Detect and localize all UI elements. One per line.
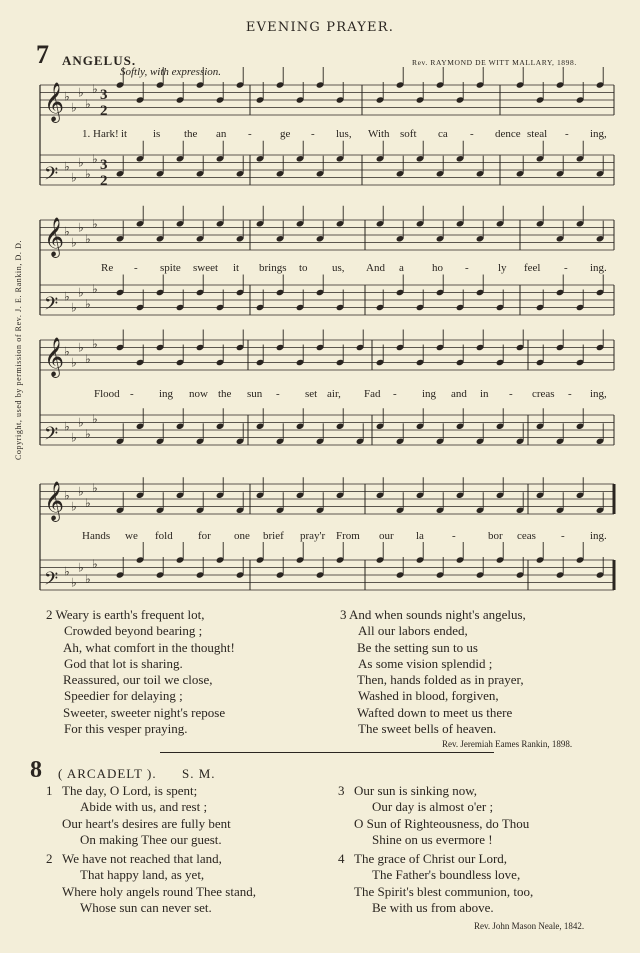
flat-sign-icon: ♭: [64, 564, 70, 579]
lyric-syllable: -: [568, 388, 572, 400]
bass-clef-icon: 𝄢: [44, 424, 59, 449]
verse-line: 2 Weary is earth's frequent lot,: [46, 607, 205, 622]
flat-sign-icon: ♭: [92, 281, 98, 296]
flat-sign-icon: ♭: [92, 216, 98, 231]
flat-sign-icon: ♭: [71, 355, 77, 370]
lyric-syllable: ge: [280, 128, 291, 140]
bass-clef-icon: 𝄢: [44, 294, 59, 319]
verse-number: 1: [46, 783, 53, 798]
time-signature: 2: [100, 173, 108, 189]
lyric-syllable: 1. Hark!: [82, 128, 119, 140]
lyric-syllable: -: [561, 530, 565, 542]
lyric-syllable: ing.: [590, 530, 607, 542]
lyric-syllable: -: [452, 530, 456, 542]
lyric-syllable: lus,: [336, 128, 352, 140]
lyric-syllable: From: [336, 530, 360, 542]
lyric-syllable: the: [218, 388, 232, 400]
hymn-number: 8: [30, 757, 42, 783]
verse-line: We have not reached that land,: [62, 851, 222, 866]
tune-name: ( ARCADELT ).: [58, 766, 157, 781]
verse-line: O Sun of Righteousness, do Thou: [354, 815, 530, 831]
flat-sign-icon: ♭: [71, 235, 77, 250]
verse-number: 4: [338, 851, 345, 866]
lyric-syllable: -: [276, 388, 280, 400]
lyric-syllable: ly: [498, 262, 507, 274]
lyric-syllable: to: [299, 262, 308, 274]
flat-sign-icon: ♭: [71, 499, 77, 514]
lyric-syllable: it: [121, 128, 128, 140]
verse-line: On making Thee our guest.: [80, 831, 222, 847]
flat-sign-icon: ♭: [71, 300, 77, 315]
lyric-syllable: it: [233, 262, 240, 274]
lyric-syllable: la: [416, 530, 424, 542]
lyric-syllable: -: [465, 262, 469, 274]
lyric-syllable: the: [184, 128, 198, 140]
verse-line: That happy land, as yet,: [80, 867, 205, 883]
hymn7-verse-2: [46, 607, 235, 737]
bass-clef-icon: 𝄢: [44, 569, 59, 594]
lyric-syllable: -: [565, 128, 569, 140]
lyric-syllable: ing: [422, 388, 437, 400]
flat-sign-icon: ♭: [78, 285, 84, 300]
flat-sign-icon: ♭: [64, 289, 70, 304]
lyric-syllable: soft: [400, 128, 417, 140]
treble-clef-icon: 𝄞: [44, 481, 65, 521]
flat-sign-icon: ♭: [85, 571, 91, 586]
tempo-marking: Softly, with expression.: [120, 66, 222, 78]
flat-sign-icon: ♭: [64, 488, 70, 503]
flat-sign-icon: ♭: [78, 220, 84, 235]
verse-line: Speedier for delaying ;: [64, 688, 183, 704]
lyric-syllable: With: [368, 128, 390, 140]
verse-line: As some vision splendid ;: [358, 655, 493, 671]
flat-sign-icon: ♭: [92, 556, 98, 571]
lyric-syllable: brief: [263, 530, 284, 542]
lyric-syllable: ing: [159, 388, 174, 400]
hymn8-verse-2: [46, 851, 256, 916]
lyric-syllable: an: [216, 128, 227, 140]
time-signature: 2: [100, 103, 108, 119]
lyric-syllable: one: [234, 530, 250, 542]
verse-line: The Father's boundless love,: [372, 867, 521, 883]
verse-line: Washed in blood, forgiven,: [358, 688, 499, 704]
verse-line: Crowded beyond bearing ;: [64, 623, 203, 639]
lyric-syllable: -: [393, 388, 397, 400]
lyric-syllable: brings: [259, 262, 287, 274]
flat-sign-icon: ♭: [64, 159, 70, 174]
lyric-syllable: steal: [527, 128, 548, 140]
verse-line: Be with us from above.: [372, 899, 494, 915]
hymn7-verse-3: [340, 607, 526, 737]
flat-sign-icon: ♭: [78, 560, 84, 575]
flat-sign-icon: ♭: [85, 231, 91, 246]
running-head: EVENING PRAYER.: [245, 20, 395, 35]
flat-sign-icon: ♭: [64, 89, 70, 104]
verse-line: Wafted down to meet us there: [357, 704, 513, 720]
lyric-syllable: ing,: [590, 128, 607, 140]
hymn8-verse-1: [46, 783, 231, 848]
lyric-syllable: feel: [524, 262, 541, 274]
hymn-number: 7: [36, 40, 49, 69]
lyric-syllable: -: [134, 262, 138, 274]
flat-sign-icon: ♭: [85, 166, 91, 181]
verse-line: Abide with us, and rest ;: [80, 799, 208, 815]
flat-sign-icon: ♭: [85, 296, 91, 311]
lyric-syllable: ing.: [590, 262, 607, 274]
lyric-syllable: ing,: [590, 388, 607, 400]
lyric-syllable: And: [366, 262, 385, 274]
flat-sign-icon: ♭: [78, 484, 84, 499]
verse-line: Whose sun can never set.: [80, 899, 212, 915]
verse-line: Shine on us evermore !: [372, 831, 493, 847]
hymn7-attribution: Rev. Jeremiah Eames Rankin, 1898.: [442, 739, 573, 749]
lyric-syllable: bor: [488, 530, 503, 542]
verse-line: The sweet bells of heaven.: [358, 721, 497, 737]
flat-sign-icon: ♭: [92, 81, 98, 96]
lyric-syllable: a: [399, 262, 404, 274]
flat-sign-icon: ♭: [92, 480, 98, 495]
verse-line: The Spirit's blest communion, too,: [354, 883, 534, 899]
lyric-syllable: pray'r: [300, 530, 326, 542]
lyric-syllable: we: [125, 530, 138, 542]
flat-sign-icon: ♭: [92, 336, 98, 351]
verse-line: Our heart's desires are fully bent: [62, 815, 231, 831]
lyric-syllable: is: [153, 128, 161, 140]
lyric-syllable: sun: [247, 388, 263, 400]
treble-clef-icon: 𝄞: [44, 82, 65, 122]
lyric-syllable: Hands: [82, 530, 111, 542]
lyric-syllable: air,: [327, 388, 341, 400]
meter: S. M.: [182, 766, 216, 781]
lyric-syllable: spite: [160, 262, 181, 274]
verse-line: Our sun is sinking now,: [354, 783, 478, 798]
lyric-syllable: for: [198, 530, 211, 542]
hymn-title: ANGELUS.: [62, 53, 137, 68]
lyric-syllable: set: [305, 388, 318, 400]
flat-sign-icon: ♭: [85, 96, 91, 111]
copyright-credit: Copyright, used by permission of Rev. J. E. Rankin, D. D.: [14, 239, 23, 460]
lyric-syllable: fold: [155, 530, 173, 542]
verse-line: 3 And when sounds night's angelus,: [340, 607, 526, 622]
composer-credit: Rev. RAYMOND DE WITT MALLARY, 1898.: [412, 58, 577, 67]
lyric-syllable: Fad: [364, 388, 381, 400]
verse-line: The grace of Christ our Lord,: [354, 851, 508, 866]
lyric-syllable: and: [451, 388, 467, 400]
time-signature: 3: [100, 157, 108, 173]
hymn8-verse-4: [338, 851, 533, 916]
lyric-syllable: creas: [532, 388, 555, 400]
flat-sign-icon: ♭: [78, 85, 84, 100]
flat-sign-icon: ♭: [71, 430, 77, 445]
lyric-syllable: -: [130, 388, 134, 400]
lyric-syllable: our: [379, 530, 394, 542]
bass-clef-icon: 𝄢: [44, 164, 59, 189]
flat-sign-icon: ♭: [78, 340, 84, 355]
flat-sign-icon: ♭: [71, 100, 77, 115]
verse-line: God that lot is sharing.: [64, 655, 183, 671]
lyric-syllable: sweet: [193, 262, 219, 274]
flat-sign-icon: ♭: [71, 170, 77, 185]
lyric-syllable: -: [248, 128, 252, 140]
verse-line: All our labors ended,: [358, 623, 468, 639]
treble-clef-icon: 𝄞: [44, 217, 65, 257]
flat-sign-icon: ♭: [85, 495, 91, 510]
flat-sign-icon: ♭: [92, 411, 98, 426]
hymn8-attribution: Rev. John Mason Neale, 1842.: [474, 921, 585, 931]
lyric-syllable: ceas: [517, 530, 536, 542]
lyric-syllable: Flood: [94, 388, 120, 400]
flat-sign-icon: ♭: [85, 426, 91, 441]
verse-line: Then, hands folded as in prayer,: [357, 672, 524, 688]
verse-line: Sweeter, sweeter night's repose: [63, 704, 226, 720]
flat-sign-icon: ♭: [64, 224, 70, 239]
verse-line: Our day is almost o'er ;: [372, 799, 494, 815]
flat-sign-icon: ♭: [78, 155, 84, 170]
lyric-syllable: -: [311, 128, 315, 140]
lyric-syllable: dence: [495, 128, 521, 140]
time-signature: 3: [100, 87, 108, 103]
verse-number: 3: [338, 783, 345, 798]
flat-sign-icon: ♭: [85, 351, 91, 366]
treble-clef-icon: 𝄞: [44, 337, 65, 377]
lyric-syllable: -: [564, 262, 568, 274]
section-divider: [160, 752, 494, 753]
lyric-syllable: -: [470, 128, 474, 140]
verse-line: For this vesper praying.: [64, 721, 188, 737]
verse-line: Be the setting sun to us: [357, 639, 478, 655]
lyric-syllable: Re: [101, 262, 114, 274]
lyric-syllable: ca: [438, 128, 448, 140]
lyric-syllable: ho: [432, 262, 443, 274]
flat-sign-icon: ♭: [78, 415, 84, 430]
lyric-syllable: us,: [332, 262, 345, 274]
verse-line: Reassured, our toil we close,: [63, 672, 213, 688]
flat-sign-icon: ♭: [92, 151, 98, 166]
lyric-syllable: now: [189, 388, 208, 400]
verse-line: The day, O Lord, is spent;: [62, 783, 198, 798]
flat-sign-icon: ♭: [64, 419, 70, 434]
flat-sign-icon: ♭: [64, 344, 70, 359]
verse-line: Ah, what comfort in the thought!: [63, 639, 235, 655]
lyric-syllable: in: [480, 388, 489, 400]
verse-line: Where holy angels round Thee stand,: [62, 883, 256, 899]
verse-number: 2: [46, 851, 53, 866]
flat-sign-icon: ♭: [71, 575, 77, 590]
hymn8-verse-3: [338, 783, 529, 848]
lyric-syllable: -: [509, 388, 513, 400]
